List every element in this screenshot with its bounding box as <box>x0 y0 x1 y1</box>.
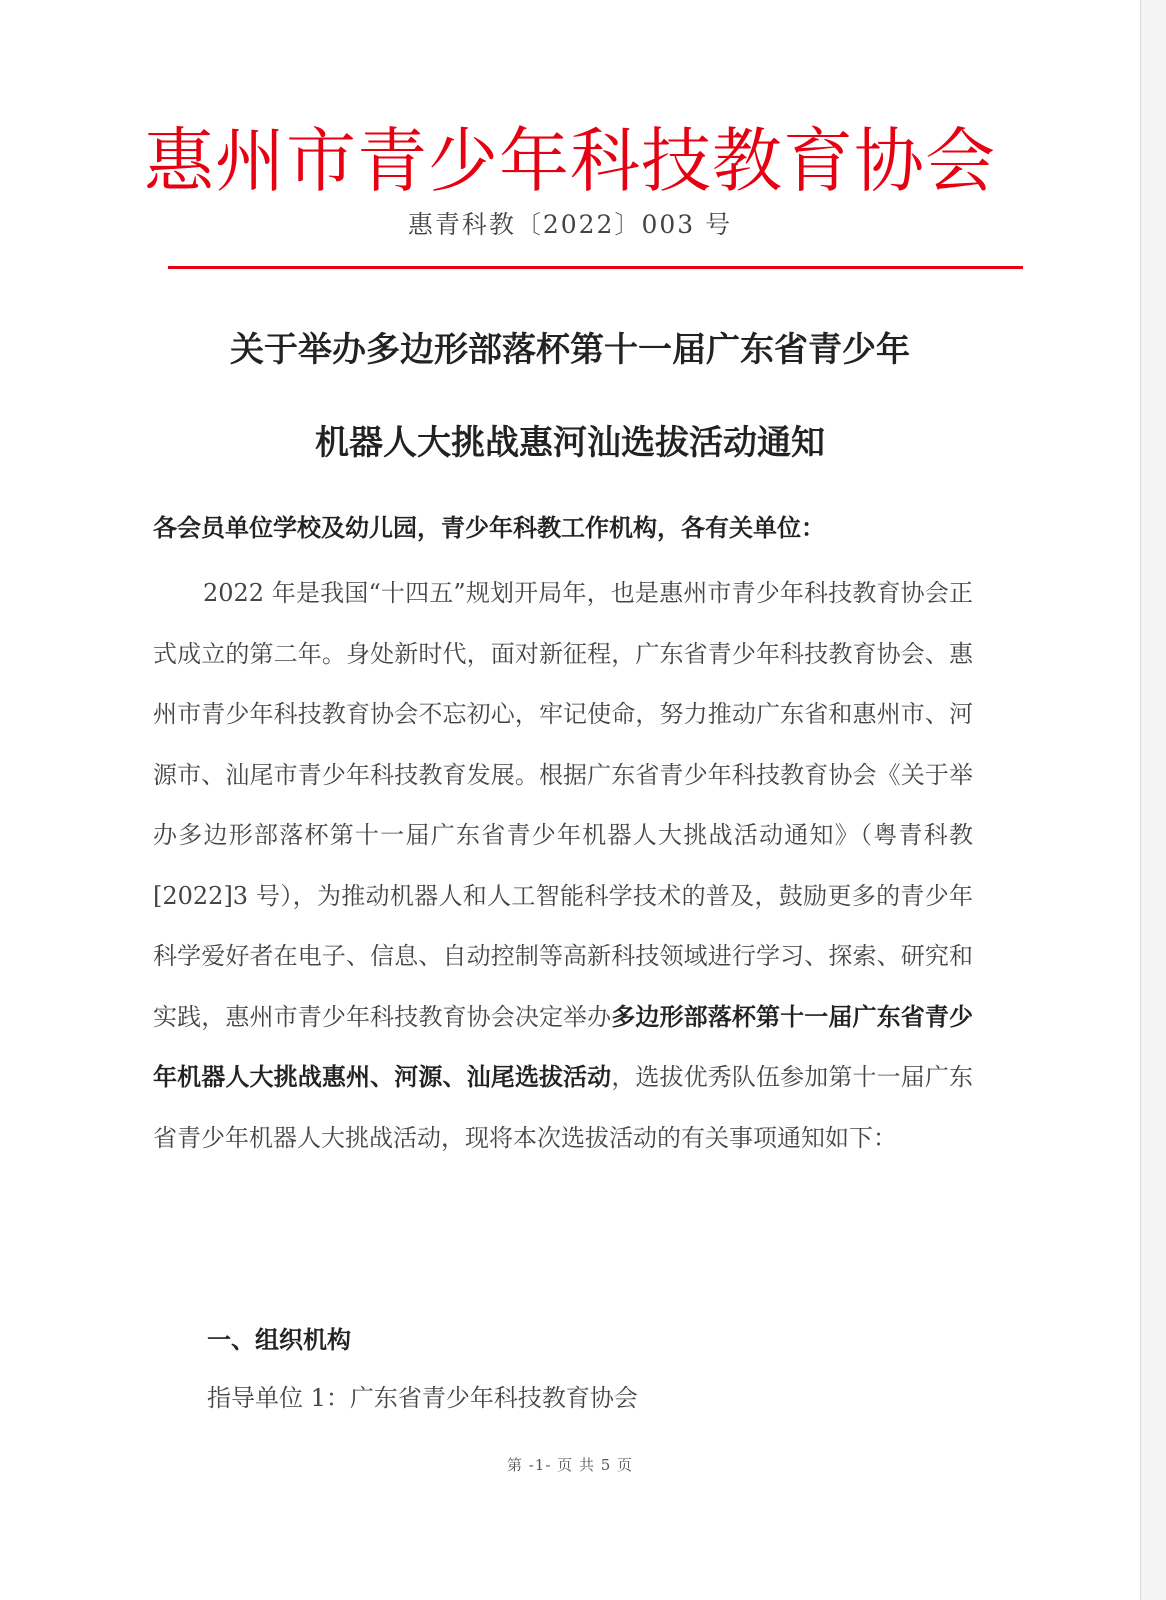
guide-unit-line: 指导单位 1：广东省青少年科技教育协会 <box>207 1384 638 1412</box>
section-heading-organization: 一、组织机构 <box>207 1325 351 1354</box>
page-edge-gutter <box>1140 0 1166 1600</box>
body-bold-text: 多边形部落杯第十一届广东省青少年机器人大挑战惠州、河源、汕尾选拔活动 <box>153 1001 974 1091</box>
page-number-footer: 第 -1- 页 共 5 页 <box>506 1456 634 1474</box>
org-name-header: 惠州市青少年科技教育协会 <box>144 120 996 202</box>
red-divider-line <box>168 266 1023 269</box>
body-paragraph <box>153 563 973 1168</box>
body-text-part-1: 2022 年是我国“十四五”规划开局年，也是惠州市青少年科技教育协会正式成立的第二年。身处新时代，面对新征程，广东省青少年科技教育协会、惠州市青少年科技教育协会不忘初心，牢记使命，努力推动广东省和惠州市、河源市、汕尾市青少年科技教育发展。根据广东省青少年科技教育协会《关于举办多边形部落杯第十一届广东省青少年机器人大挑战活动通知》（粤青科教[2022]3 号），为推动机器人和人工智能科学技术的普及，鼓励更多的青少年科学爱好者在电子、信息、自动控制等高新科技领域进行学习、探索、研究和实践，惠州市青少年科技教育协会决定举办 <box>153 579 973 1031</box>
doc-number: 惠青科教〔2022〕003 号 <box>407 210 733 239</box>
body-text-part-2: ，选拔优秀队伍参加第十一届广东省青少年机器人大挑战活动，现将本次选拔活动的有关事项通知如下： <box>153 1063 974 1152</box>
notice-title-line-1: 关于举办多边形部落杯第十一届广东省青少年 <box>230 330 910 370</box>
notice-title-line-2: 机器人大挑战惠河汕选拔活动通知 <box>315 423 825 463</box>
salutation: 各会员单位学校及幼儿园，青少年科教工作机构，各有关单位： <box>153 513 825 542</box>
